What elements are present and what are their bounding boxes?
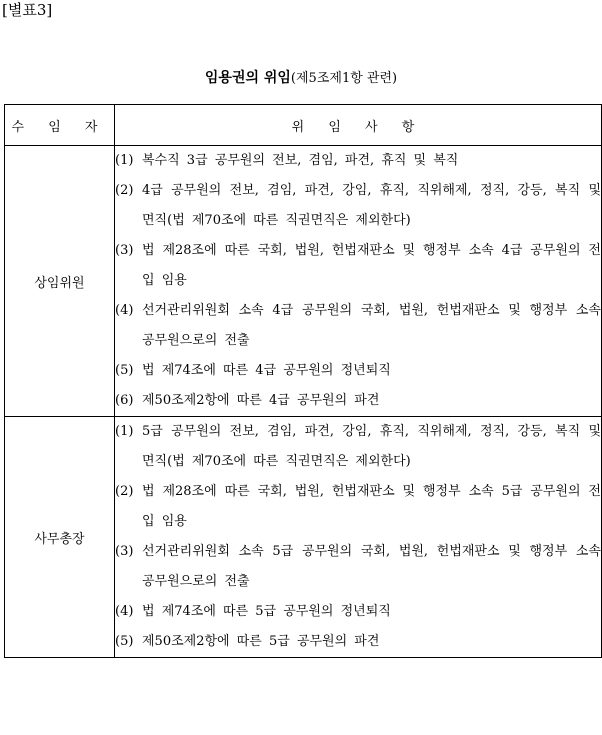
list-item xyxy=(115,356,601,386)
list-item xyxy=(115,477,601,537)
item-number: (3) xyxy=(115,243,134,258)
item-number: (5) xyxy=(115,634,134,649)
list-item xyxy=(115,627,601,657)
list-item xyxy=(115,386,601,416)
item-text: 선거관리위원회 소속 5급 공무원의 국회, 법원, 헌법재판소 및 행정부 소속 공무원으로의 전출 xyxy=(142,544,601,589)
item-number: (1) xyxy=(115,153,134,168)
annex-label: [별표3] xyxy=(2,1,53,19)
list-item xyxy=(115,146,601,176)
item-number: (3) xyxy=(115,544,134,559)
delegate-cell: 사무총장 xyxy=(5,417,115,658)
list-item xyxy=(115,296,601,356)
item-text: 선거관리위원회 소속 4급 공무원의 국회, 법원, 헌법재판소 및 행정부 소속 공무원으로의 전출 xyxy=(142,303,601,348)
item-number: (1) xyxy=(115,424,134,439)
item-number: (2) xyxy=(115,484,134,499)
list-item xyxy=(115,236,601,296)
items-cell xyxy=(115,417,602,658)
item-text: 법 제74조에 따른 5급 공무원의 정년퇴직 xyxy=(142,604,391,619)
table-row xyxy=(5,146,602,417)
title-main: 임용권의 위임 xyxy=(204,70,291,86)
items-cell xyxy=(115,146,602,417)
list-item xyxy=(115,537,601,597)
list-item xyxy=(115,597,601,627)
table-row xyxy=(5,417,602,658)
item-number: (4) xyxy=(115,604,134,619)
item-text: 제50조제2항에 따른 4급 공무원의 파견 xyxy=(142,393,380,408)
item-number: (6) xyxy=(115,393,134,408)
item-text: 5급 공무원의 전보, 겸임, 파견, 강임, 휴직, 직위해제, 정직, 강등, 복직 및 면직(법 제70조에 따른 직권면직은 제외한다) xyxy=(142,424,601,469)
delegation-table xyxy=(4,104,602,658)
item-number: (2) xyxy=(115,183,134,198)
header-delegated-matters: 위 임 사 항 xyxy=(115,105,602,146)
table-header-row xyxy=(5,105,602,146)
list-item xyxy=(115,417,601,477)
title-sub: (제5조제1항 관련) xyxy=(290,71,398,86)
item-text: 법 제28조에 따른 국회, 법원, 헌법재판소 및 행정부 소속 5급 공무원의 전입 임용 xyxy=(142,484,601,529)
item-text: 법 제28조에 따른 국회, 법원, 헌법재판소 및 행정부 소속 4급 공무원의 전입 임용 xyxy=(142,243,601,288)
item-text: 복수직 3급 공무원의 전보, 겸임, 파견, 휴직 및 복직 xyxy=(142,153,459,168)
item-text: 법 제74조에 따른 4급 공무원의 정년퇴직 xyxy=(142,363,391,378)
list-item xyxy=(115,176,601,236)
item-text: 제50조제2항에 따른 5급 공무원의 파견 xyxy=(142,634,380,649)
item-number: (4) xyxy=(115,303,134,318)
document-title xyxy=(0,68,602,89)
delegate-cell: 상임위원 xyxy=(5,146,115,417)
header-delegate: 수 임 자 xyxy=(5,105,115,146)
item-text: 4급 공무원의 전보, 겸임, 파견, 강임, 휴직, 직위해제, 정직, 강등, 복직 및 면직(법 제70조에 따른 직권면직은 제외한다) xyxy=(142,183,601,228)
item-number: (5) xyxy=(115,363,134,378)
